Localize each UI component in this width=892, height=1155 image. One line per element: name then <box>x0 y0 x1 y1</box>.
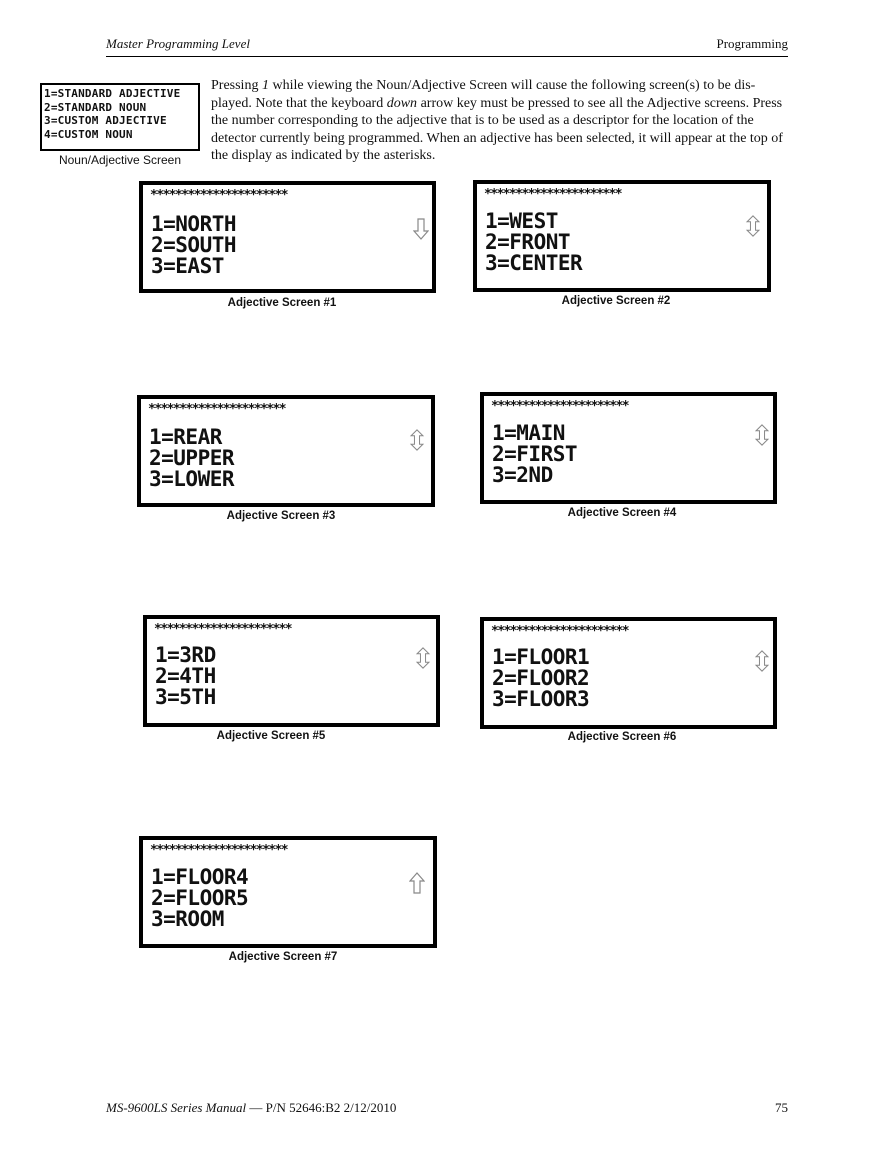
up-down-arrow-icon <box>409 429 425 451</box>
adjective-screen-6 <box>480 617 777 729</box>
noun-adjective-line: 1=STANDARD ADJECTIVE <box>44 87 181 100</box>
header-rule <box>106 56 788 57</box>
adjective-screen-4 <box>480 392 777 504</box>
option: 2=4TH <box>155 664 216 688</box>
adjective-screen-1 <box>139 181 436 293</box>
noun-adjective-line: 3=CUSTOM ADJECTIVE <box>44 114 167 127</box>
adjective-placeholder: ********************** <box>148 402 285 417</box>
option: 1=MAIN <box>492 421 565 445</box>
intro-key: 1 <box>261 78 269 93</box>
option: 2=UPPER <box>149 446 235 470</box>
adjective-placeholder: ********************** <box>154 622 291 637</box>
option: 3=EAST <box>151 254 224 278</box>
intro-text: arrow key must be pressed to see all the Adjective screens. Press the number corresponding to the adjective that is to be used as a descriptor for the location of the detector currently being programmed. When an adjective has been selected, it will appear at the top of the display as indicated by the asterisks. <box>211 95 783 164</box>
up-down-arrow-icon <box>754 424 770 446</box>
option: 3=2ND <box>492 463 553 487</box>
intro-text: Pressing <box>211 78 262 93</box>
up-down-arrow-icon <box>754 650 770 672</box>
option: 2=SOUTH <box>151 233 237 257</box>
part-number: — P/N 52646:B2 2/12/2010 <box>246 1100 397 1115</box>
option: 1=NORTH <box>151 212 237 236</box>
option: 2=FIRST <box>492 442 578 466</box>
footer-manual <box>106 1100 396 1116</box>
running-header-section: Master Programming Level <box>106 36 250 51</box>
adjective-screen-3 <box>137 395 435 507</box>
noun-adjective-screen <box>40 83 200 151</box>
option: 1=REAR <box>149 425 222 449</box>
noun-adjective-line: 4=CUSTOM NOUN <box>44 127 133 141</box>
noun-adjective-caption: Noun/Adjective Screen <box>58 153 182 167</box>
screen-caption: Adjective Screen #4 <box>567 507 677 519</box>
up-down-arrow-icon <box>745 215 761 237</box>
option: 1=WEST <box>485 209 558 233</box>
adjective-placeholder: ********************** <box>150 188 287 203</box>
adjective-screen-2 <box>473 180 771 292</box>
down-arrow-icon <box>413 218 429 240</box>
page-number: 75 <box>775 1100 788 1115</box>
up-arrow-icon <box>409 872 425 894</box>
adjective-placeholder: ********************** <box>491 399 628 414</box>
option: 3=FLOOR3 <box>492 687 590 711</box>
up-down-arrow-icon <box>415 647 431 669</box>
adjective-placeholder: ********************** <box>484 187 621 202</box>
adjective-screen-5 <box>143 615 440 727</box>
option: 1=FLOOR1 <box>492 645 590 669</box>
option: 1=FLOOR4 <box>151 865 249 889</box>
intro-key: down <box>386 95 418 111</box>
running-header-chapter: Programming <box>716 36 788 51</box>
screen-caption: Adjective Screen #5 <box>216 730 326 742</box>
adjective-screen-7 <box>139 836 437 948</box>
intro-text: while viewing the Noun/Adjective Screen will cause the following screen(s) to be dis-played. Note that the keyboard <box>211 78 756 111</box>
screen-caption: Adjective Screen #2 <box>561 295 671 307</box>
noun-adjective-line: 2=STANDARD NOUN <box>44 100 147 114</box>
screen-caption: Adjective Screen #3 <box>226 510 336 522</box>
option: 1=3RD <box>155 643 216 667</box>
adjective-placeholder: ********************** <box>491 624 628 639</box>
screen-caption: Adjective Screen #1 <box>227 297 337 309</box>
adjective-placeholder: ********************** <box>150 843 287 858</box>
manual-title: MS-9600LS Series Manual <box>106 1100 247 1115</box>
intro-paragraph <box>211 77 789 165</box>
option: 2=FRONT <box>485 230 571 254</box>
option: 3=CENTER <box>485 251 583 275</box>
option: 3=ROOM <box>151 907 224 931</box>
option: 2=FLOOR5 <box>151 886 249 910</box>
screen-caption: Adjective Screen #6 <box>567 731 677 743</box>
option: 2=FLOOR2 <box>492 666 590 690</box>
option: 3=LOWER <box>149 467 235 491</box>
option: 3=5TH <box>155 685 216 709</box>
screen-caption: Adjective Screen #7 <box>228 951 338 963</box>
